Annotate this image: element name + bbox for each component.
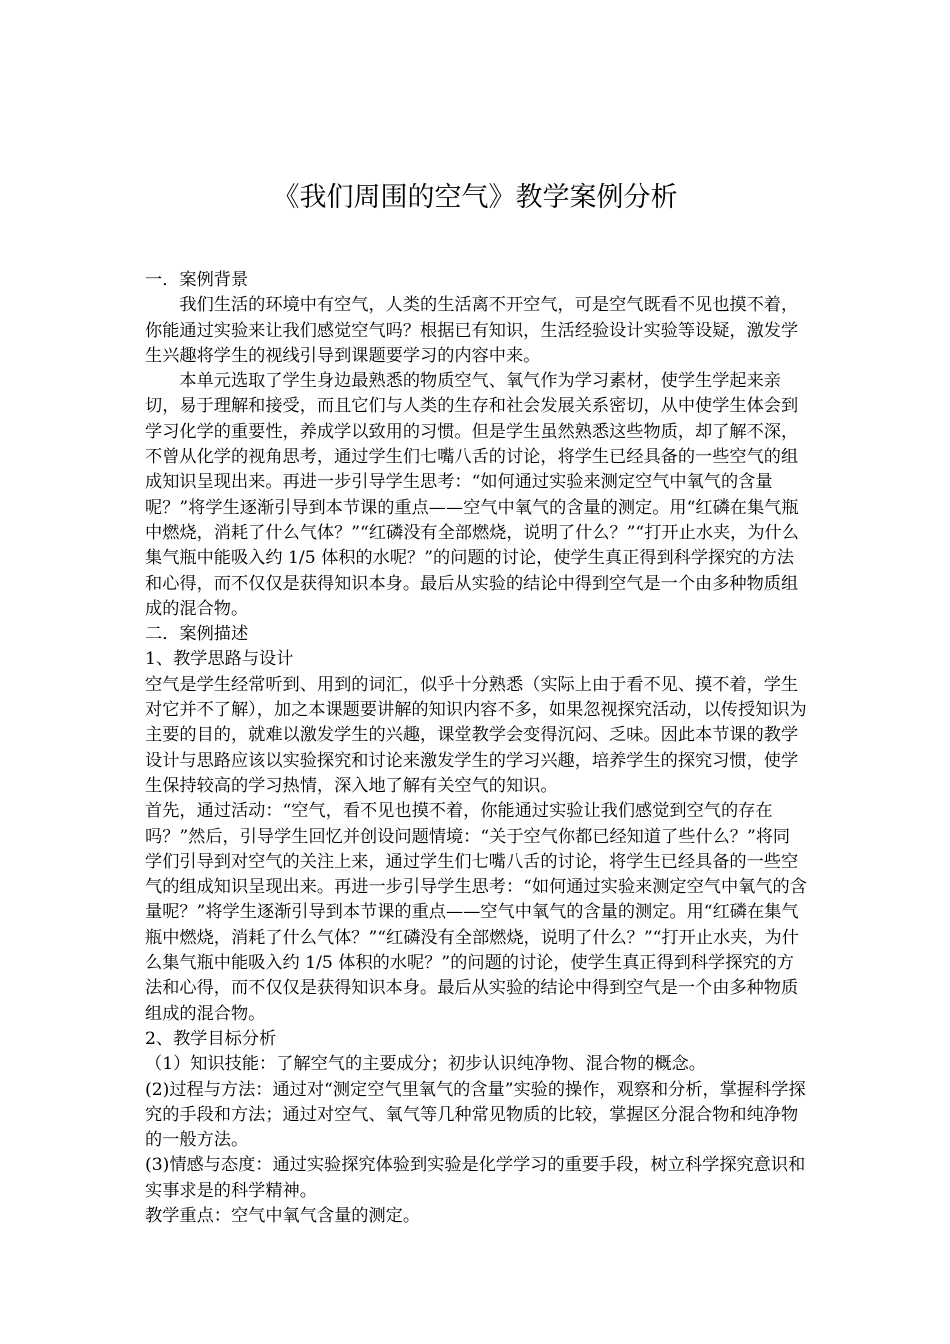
subsection-heading-objectives: 2、教学目标分析	[145, 1028, 277, 1049]
document-body	[145, 268, 807, 1229]
objective-process: (2)过程与方法：通过对“测定空气里氧气的含量”实验的操作，观察和分析，掌握科学探究的手段和方法；通过对空气、氧气等几种常见物质的比较，掌握区分混合物和纯净物的一般方法。	[145, 1079, 806, 1151]
document-title: 《我们周围的空气》教学案例分析	[272, 182, 678, 213]
paragraph-background-2: 本单元选取了学生身边最熟悉的物质空气、氧气作为学习素材，使学生学起来亲切，易于理解和接受，而且它们与人类的生存和社会发展关系密切，从中使学生体会到学习化学的重要性，养成学以致用的习惯。但是学生虽然熟悉这些物质，却了解不深，不曾从化学的视角思考，通过学生们七嘴八舌的讨论，将学生已经具备的一些空气的组成知识呈现出来。再进一步引导学生思考：“如何通过实验来测定空气中氧气的含量呢？”将学生逐渐引导到本节课的重点——空气中氧气的含量的测定。用“红磷在集气瓶中燃烧，消耗了什么气体？”“红磷没有全部燃烧，说明了什么？”“打开止水夹，为什么集气瓶中能吸入约 1/5 体积的水呢？”的问题的讨论，使学生真正得到科学探究的方法和心得，而不仅仅是获得知识本身。最后从实验的结论中得到空气是一个由多种物质组成的混合物。	[145, 371, 799, 619]
paragraph-design-1: 空气是学生经常听到、用到的词汇，似乎十分熟悉（实际上由于看不见、摸不着，学生对它并不了解），加之本课题要讲解的知识内容不多，如果忽视探究活动，以传授知识为主要的目的，就难以激发学生的兴趣，课堂教学会变得沉闷、乏味。因此本节课的教学设计与思路应该以实验探究和讨论来激发学生的学习兴趣，培养学生的探究习惯，使学生保持较高的学习热情，深入地了解有关空气的知识。	[145, 674, 807, 796]
subsection-heading-design: 1、教学思路与设计	[145, 649, 294, 670]
objective-attitude: (3)情感与态度：通过实验探究体验到实验是化学学习的重要手段，树立科学探究意识和实事求是的科学精神。	[145, 1155, 806, 1201]
section-heading-description: 二．案例描述	[145, 624, 249, 645]
section-heading-background: 一．案例背景	[145, 270, 249, 290]
paragraph-background-1: 我们生活的环境中有空气，人类的生活离不开空气，可是空气既看不见也摸不着，你能通过实验来让我们感觉空气吗？根据已有知识，生活经验设计实验等设疑，激发学生兴趣将学生的视线引导到课题要学习的内容中来。	[145, 295, 799, 366]
paragraph-design-2: 首先，通过活动：“空气，看不见也摸不着，你能通过实验让我们感觉到空气的存在吗？”然后，引导学生回忆并创设问题情境：“关于空气你都已经知道了些什么？”将同学们引导到对空气的关注上来，通过学生们七嘴八舌的讨论，将学生已经具备的一些空气的组成知识呈现出来。再进一步引导学生思考：“如何通过实验来测定空气中氧气的含量呢？”将学生逐渐引导到本节课的重点——空气中氧气的含量的测定。用“红磷在集气瓶中燃烧，消耗了什么气体？”“红磷没有全部燃烧，说明了什么？”“打开止水夹，为什么集气瓶中能吸入约 1/5 体积的水呢？”的问题的讨论，使学生真正得到科学探究的方法和心得，而不仅仅是获得知识本身。最后从实验的结论中得到空气是一个由多种物质组成的混合物。	[145, 801, 807, 1024]
teaching-focus: 教学重点：空气中氧气含量的测定。	[145, 1205, 421, 1226]
objective-knowledge: （1）知识技能：了解空气的主要成分；初步认识纯净物、混合物的概念。	[145, 1054, 706, 1075]
